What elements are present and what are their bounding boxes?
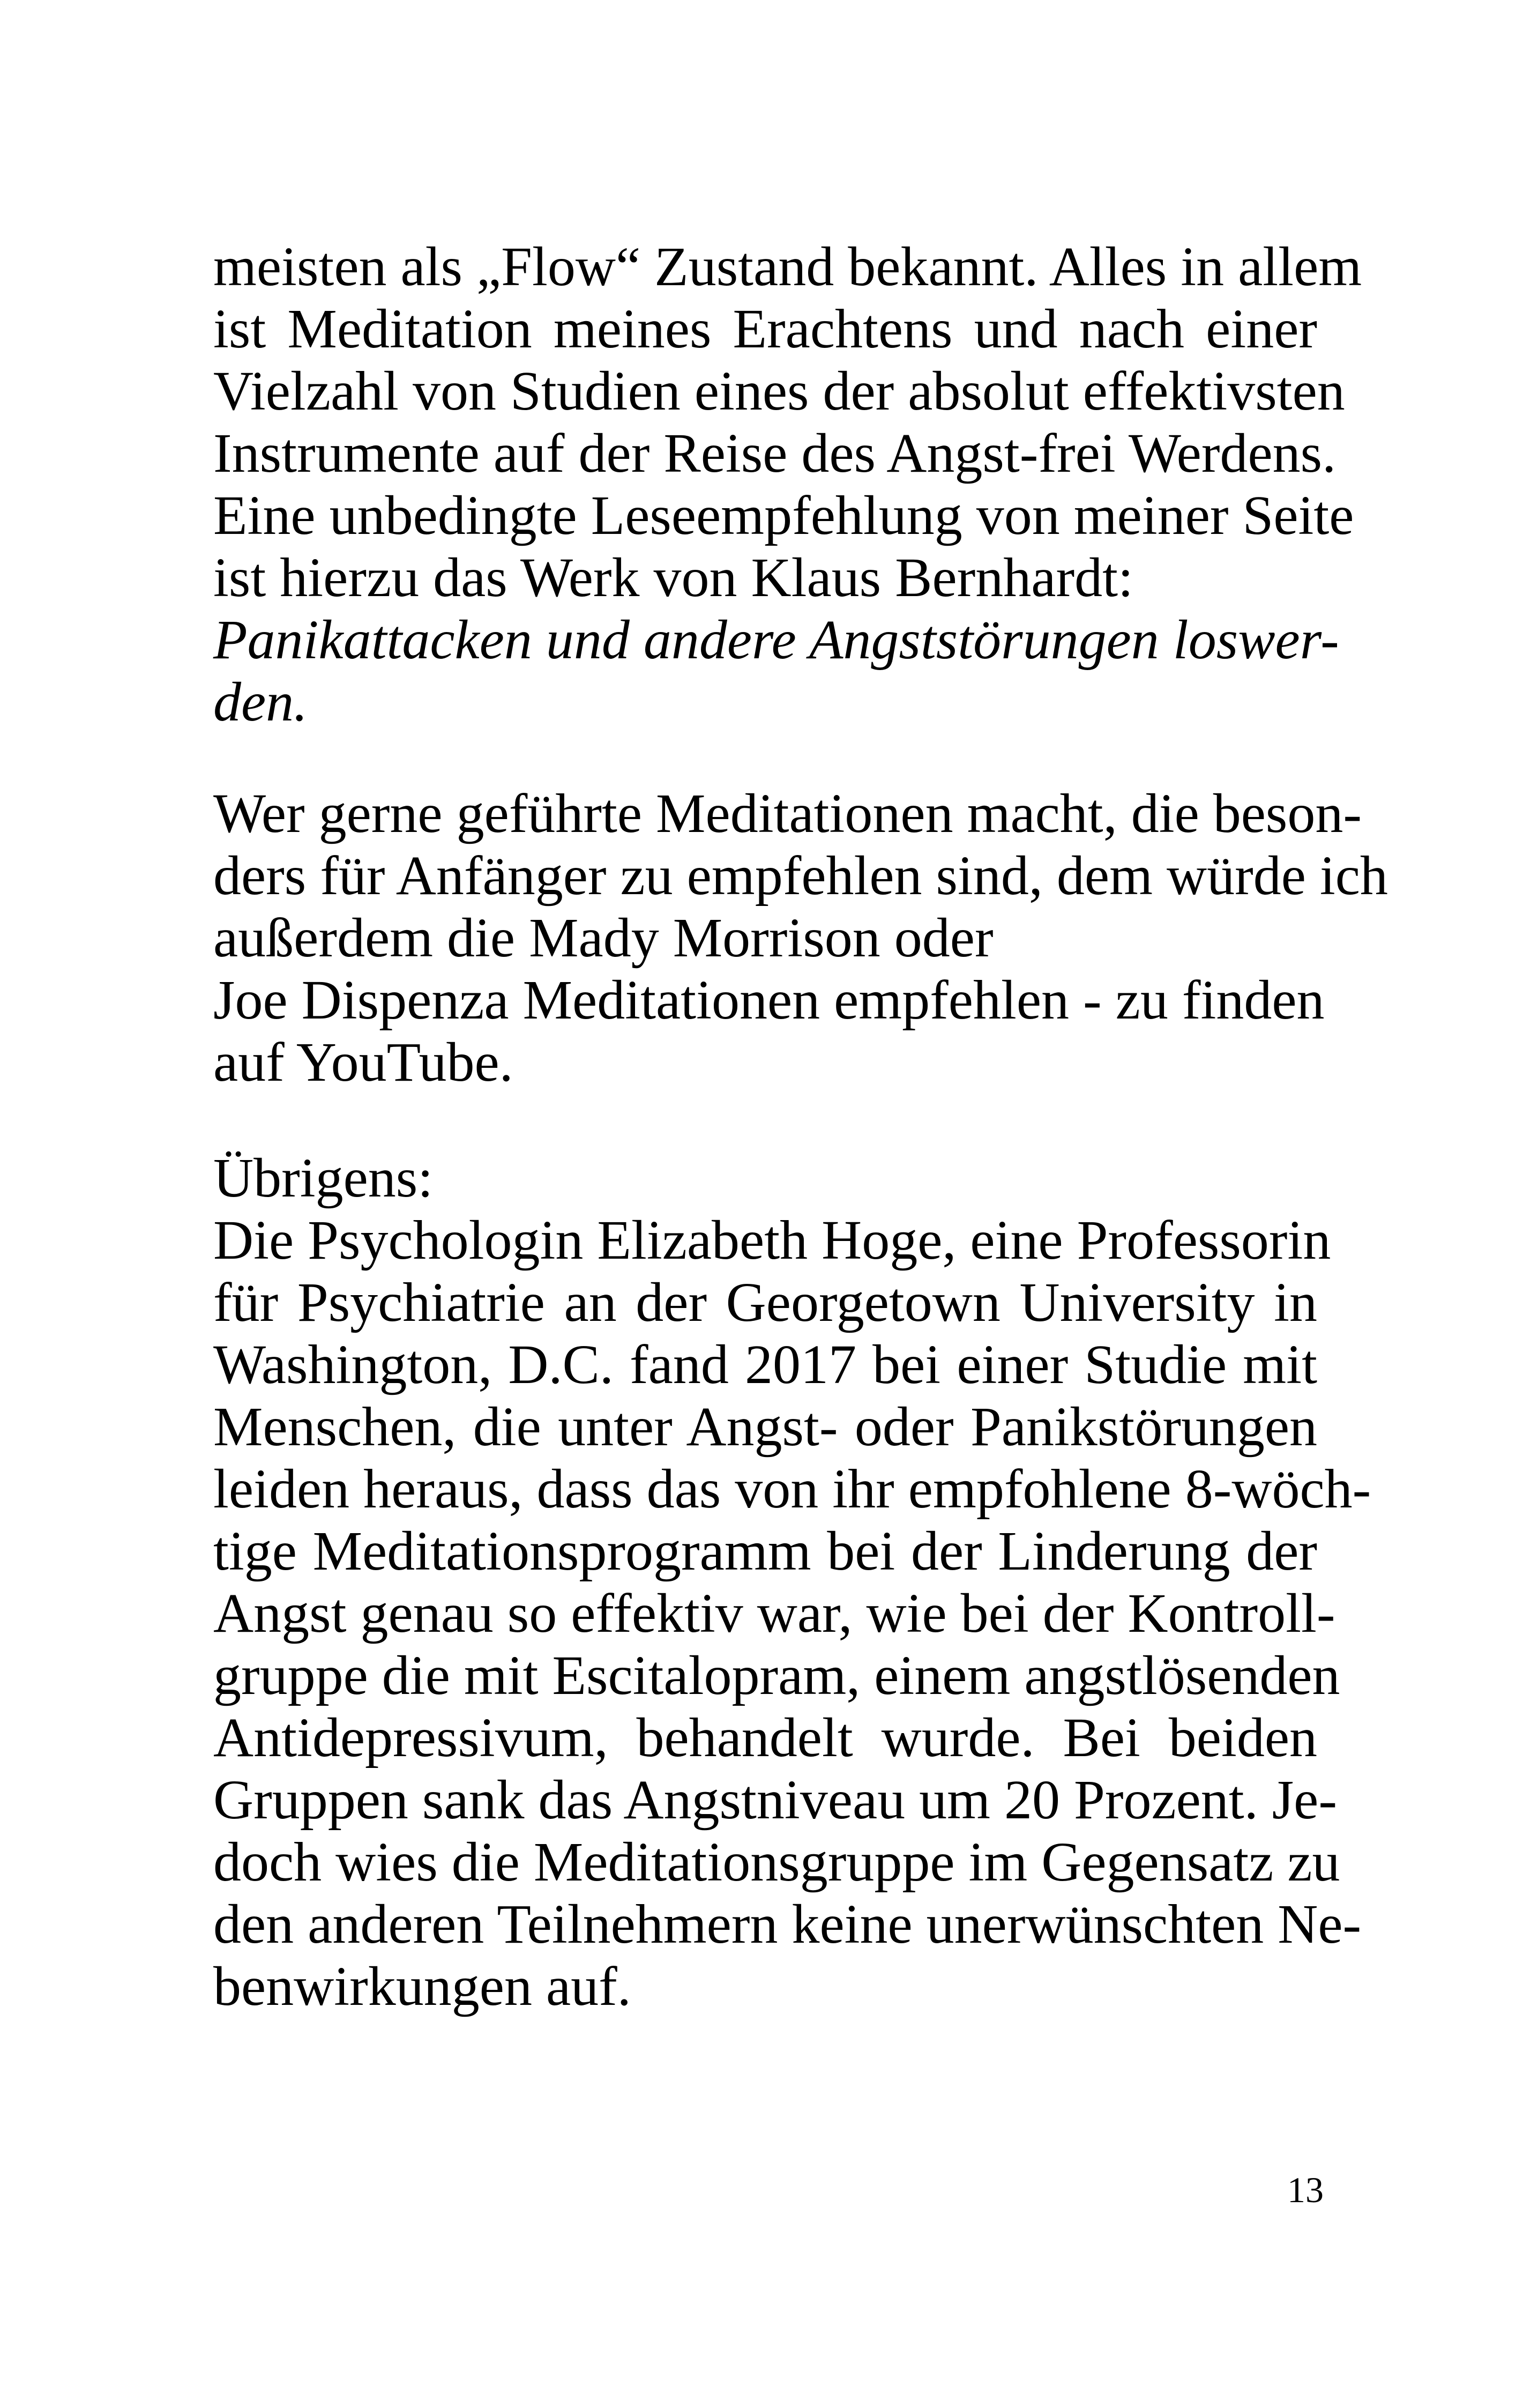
text-line: den anderen Teilnehmern keine unerwünschten Ne- [213,1893,1362,1955]
text-line: ist hierzu das Werk von Klaus Bernhardt: [213,547,1133,608]
text-line: Vielzahl von Studien eines der absolut effektivsten [213,360,1345,422]
book-title-line: Panikattacken und andere Angststörungen loswer- [213,609,1339,671]
text-line: gruppe die mit Escitalopram, einem angstlösenden [213,1645,1340,1706]
paragraph-2 [213,783,1388,1094]
text-line: doch wies die Meditationsgruppe im Gegensatz zu [213,1831,1340,1893]
book-title-line: den. [213,671,308,733]
text-line: Gruppen sank das Angstniveau um 20 Prozent. Je- [213,1769,1337,1831]
paragraph-3 [213,1147,1371,2018]
paragraph-1 [213,236,1362,733]
text-line: Washington, D.C. fand 2017 bei einer Studie mit [213,1334,1317,1395]
text-line: ist Meditation meines Erachtens und nach einer [213,298,1317,360]
text-line: Eine unbedingte Leseempfehlung von meiner Seite [213,485,1354,546]
text-line: tige Meditationsprogramm bei der Linderung der [213,1520,1317,1582]
section-heading: Übrigens: [213,1147,434,1209]
text-line: Die Psychologin Elizabeth Hoge, eine Professorin [213,1209,1331,1271]
text-line: auf YouTube. [213,1031,513,1093]
text-line: ders für Anfänger zu empfehlen sind, dem würde ich [213,845,1388,906]
text-line: für Psychiatrie an der Georgetown University in [213,1272,1317,1333]
text-line: außerdem die Mady Morrison oder [213,907,994,969]
text-line: Antidepressivum, behandelt wurde. Bei beiden [213,1707,1317,1768]
text-line: meisten als „Flow“ Zustand bekannt. Alles in allem [213,236,1362,298]
text-line: Instrumente auf der Reise des Angst-frei Werdens. [213,422,1337,484]
text-line: benwirkungen auf. [213,1956,631,2017]
text-line: Wer gerne geführte Meditationen macht, die beson- [213,783,1362,844]
text-line: Angst genau so effektiv war, wie bei der Kontroll- [213,1582,1335,1644]
text-line: Menschen, die unter Angst- oder Panikstörungen [213,1396,1317,1458]
text-line: leiden heraus, dass das von ihr empfohlene 8-wöch- [213,1458,1371,1520]
text-line: Joe Dispenza Meditationen empfehlen - zu finden [213,969,1325,1031]
page-number: 13 [1287,2169,1324,2210]
